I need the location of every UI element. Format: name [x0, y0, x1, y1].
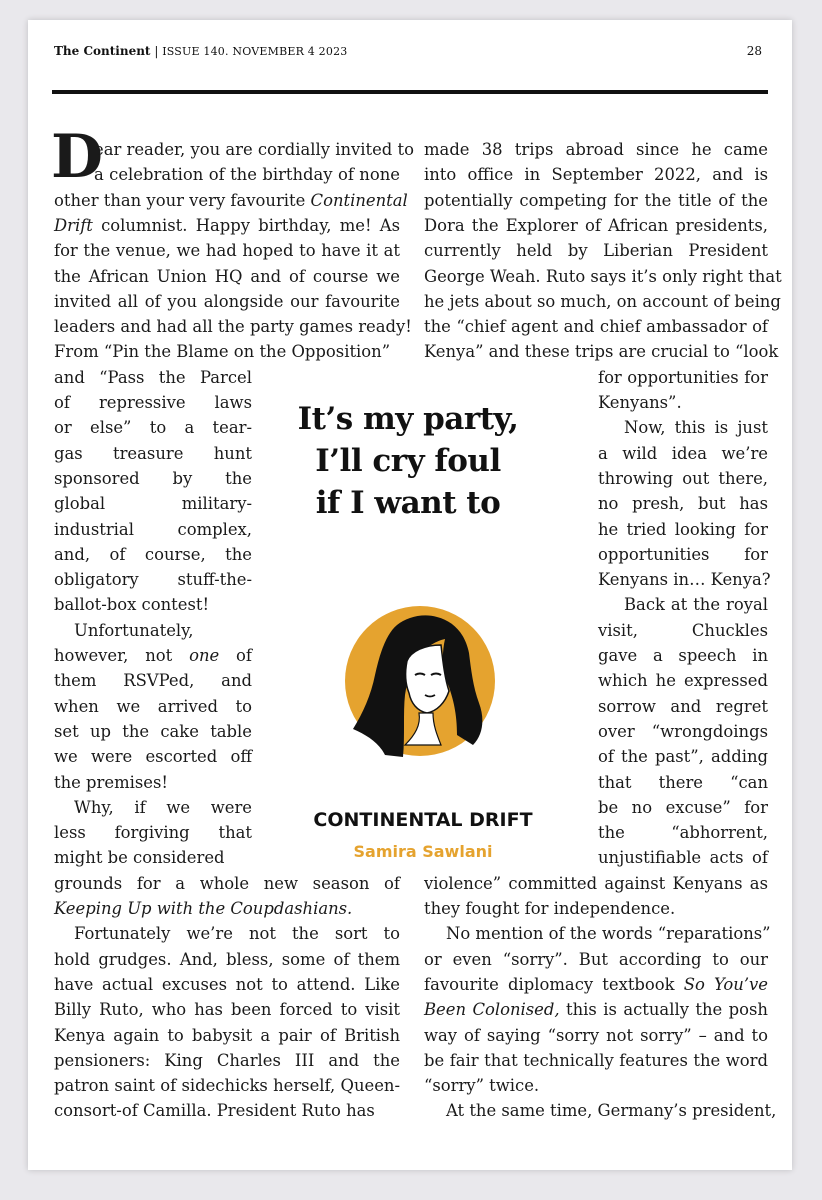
magazine-page	[28, 20, 792, 1170]
text-line-content: that there “can	[598, 772, 768, 792]
text-line-content: sorrow and regret	[598, 696, 768, 716]
headline-line: if I want to	[315, 485, 501, 521]
text-line-content: “sorry” twice.	[424, 1076, 540, 1096]
header-rule	[52, 90, 768, 94]
text-line-content: obligatory stuff-the-	[54, 570, 252, 590]
text-line-content: leaders and had all the party games ready!	[54, 317, 412, 337]
text-line-content: Why, if we were	[74, 797, 252, 817]
text-line-content: over “wrongdoings	[598, 721, 768, 741]
text-line	[424, 188, 768, 214]
text-line	[54, 845, 252, 871]
text-line-content: or even “sorry”. But according to our	[424, 949, 768, 969]
text-line	[54, 592, 252, 618]
text-line	[54, 365, 252, 391]
text-line	[424, 137, 768, 163]
text-line	[74, 618, 252, 644]
text-line-content: other than your very favourite Continental	[54, 190, 408, 210]
text-line-content: for the venue, we had hoped to have it at	[54, 241, 400, 261]
text-line-content: the African Union HQ and of course we	[54, 266, 400, 286]
text-line-content: however, not one of	[54, 646, 252, 665]
text-line-content: gas treasure hunt	[54, 443, 252, 463]
header-separator: |	[154, 44, 159, 58]
text-line	[54, 668, 252, 694]
text-line	[54, 770, 252, 796]
text-line	[94, 137, 414, 163]
text-line-content: a wild idea we’re	[598, 443, 768, 463]
text-line-content: hold grudges. And, bless, some of them	[54, 949, 400, 969]
text-line-content: From “Pin the Blame on the Opposition”	[54, 342, 391, 362]
text-line	[424, 1048, 768, 1074]
headline-line: I’ll cry foul	[315, 443, 501, 479]
text-line	[424, 1073, 768, 1099]
text-line	[54, 466, 252, 492]
text-line-content: Keeping Up with the Coupdashians.	[54, 899, 353, 918]
text-line-content: he tried looking for	[598, 519, 768, 539]
text-line-content: George Weah. Ruto says it’s only right that	[424, 266, 782, 286]
text-line	[54, 820, 252, 846]
text-line	[424, 238, 768, 264]
text-line	[54, 542, 252, 568]
text-line-content: Unfortunately,	[74, 620, 194, 640]
text-line-content: industrial complex,	[54, 519, 252, 539]
text-line	[54, 947, 400, 973]
text-line-content: be fair that technically features the word	[424, 1050, 768, 1070]
text-line-content: no presh, but has	[598, 494, 768, 514]
text-line	[598, 542, 768, 568]
text-line	[424, 314, 768, 340]
text-line	[54, 213, 400, 239]
text-line	[54, 491, 252, 517]
text-line-content: Been Colonised, this is actually the posh	[424, 1000, 768, 1020]
text-line-content: might be considered	[54, 848, 225, 868]
text-line	[54, 643, 252, 669]
text-line	[446, 1098, 777, 1124]
text-line-content: pensioners: King Charles III and the	[54, 1050, 400, 1070]
text-line-content: favourite diplomacy textbook So You’ve	[424, 974, 768, 994]
text-line	[54, 264, 400, 290]
text-line-content: of repressive laws	[54, 393, 252, 412]
text-line-content: which he expressed	[598, 671, 768, 691]
text-line-content: Billy Ruto, who has been forced to visit	[54, 1000, 400, 1020]
text-line-content: throwing out there,	[598, 468, 768, 488]
text-line	[54, 1073, 400, 1099]
text-line	[598, 643, 768, 669]
text-line	[54, 289, 400, 315]
text-line	[54, 694, 252, 720]
text-line-content: opportunities for	[598, 544, 768, 564]
text-line	[598, 795, 768, 821]
text-line	[424, 264, 782, 290]
text-line	[54, 390, 252, 416]
author-name: Samira Sawlani	[353, 842, 493, 861]
text-line	[598, 466, 768, 492]
text-line-content: the premises!	[54, 772, 168, 792]
text-line-content: No mention of the words “reparations”	[446, 924, 771, 944]
text-line-content: or else” to a tear-	[54, 418, 252, 438]
text-line	[424, 896, 768, 922]
text-line	[598, 668, 768, 694]
text-line	[424, 871, 768, 897]
text-line-content: when we arrived to	[54, 696, 252, 716]
drop-cap: D	[51, 122, 104, 192]
text-line	[54, 719, 252, 745]
text-line-content: Drift columnist. Happy birthday, me! As	[54, 215, 400, 235]
text-line	[54, 972, 400, 998]
article-headline	[276, 398, 540, 524]
text-line-content: Kenyans”.	[598, 393, 682, 412]
text-line	[54, 339, 400, 365]
text-line	[598, 770, 768, 796]
text-line-content: less forgiving that	[54, 823, 252, 843]
text-line-content: into office in September 2022, and is	[424, 165, 768, 185]
text-line	[446, 921, 771, 947]
text-line	[424, 972, 768, 998]
text-line-content: the “chief agent and chief ambassador of	[424, 317, 768, 337]
text-line-content: Kenyans in… Kenya?	[598, 570, 771, 590]
text-line	[598, 618, 768, 644]
text-line-content: Now, this is just	[624, 418, 768, 438]
text-line	[424, 213, 768, 239]
text-line	[54, 188, 408, 214]
text-line	[54, 997, 400, 1023]
text-line-content: he jets about so much, on account of being	[424, 291, 781, 311]
text-line	[598, 820, 768, 846]
text-line-content: gave a speech in	[598, 646, 768, 665]
text-line-content: Kenya” and these trips are crucial to “look	[424, 342, 779, 362]
text-line	[54, 567, 252, 593]
text-line-content: At the same time, Germany’s president,	[446, 1101, 777, 1121]
text-line	[598, 441, 768, 467]
text-line-content: violence” committed against Kenyans as	[424, 873, 768, 893]
text-line-content: them RSVPed, and	[54, 671, 252, 691]
page-header	[54, 44, 766, 66]
text-line	[424, 1023, 768, 1049]
headline-line: It’s my party,	[297, 401, 519, 437]
text-line-content: ear reader, you are cordially invited to	[94, 140, 414, 159]
text-line-content: have actual excuses not to attend. Like	[54, 974, 400, 994]
text-line-content: of the past”, adding	[598, 747, 768, 767]
text-line-content: made 38 trips abroad since he came	[424, 140, 768, 159]
text-line	[598, 744, 768, 770]
text-line	[54, 415, 252, 441]
text-line-content: ballot-box contest!	[54, 595, 210, 615]
author-portrait-illustration	[345, 595, 495, 775]
text-line-content: visit, Chuckles	[598, 620, 768, 640]
text-line-content: unjustifiable acts of	[598, 848, 768, 868]
page-number: 28	[746, 44, 762, 58]
text-line-content: set up the cake table	[54, 721, 252, 741]
text-line	[54, 1048, 400, 1074]
text-line	[74, 795, 252, 821]
text-line-content: sponsored by the	[54, 468, 252, 488]
text-line	[74, 921, 400, 947]
text-line-content: be no excuse” for	[598, 797, 768, 817]
text-line	[54, 314, 412, 340]
text-line-content: and, of course, the	[54, 544, 252, 564]
text-line-content: patron saint of sidechicks herself, Queen-	[54, 1076, 400, 1096]
text-line	[54, 1098, 400, 1124]
issue-info: ISSUE 140. NOVEMBER 4 2023	[162, 45, 348, 58]
text-line-content: Kenya again to babysit a pair of British	[54, 1025, 400, 1045]
text-line-content: Fortunately we’re not the sort to	[74, 924, 400, 944]
text-line-content: we were escorted off	[54, 747, 252, 767]
text-line	[598, 517, 768, 543]
text-line	[624, 592, 768, 618]
text-line	[598, 567, 771, 593]
text-line-content: way of saying “sorry not sorry” – and to	[424, 1025, 768, 1045]
text-line	[54, 517, 252, 543]
text-line-content: and “Pass the Parcel	[54, 367, 252, 387]
text-line	[54, 1023, 400, 1049]
text-line	[598, 845, 768, 871]
text-line	[598, 719, 768, 745]
text-line-content: consort-of Camilla. President Ruto has	[54, 1101, 375, 1121]
text-line-content: currently held by Liberian President	[424, 241, 768, 261]
text-line	[94, 162, 400, 188]
text-line	[54, 744, 252, 770]
publication-name: The Continent	[54, 44, 151, 58]
column-name: CONTINENTAL DRIFT	[313, 809, 533, 831]
text-line-content: global military-	[54, 494, 252, 514]
text-line	[424, 997, 768, 1023]
text-line-content: for opportunities for	[598, 367, 768, 387]
text-line	[424, 947, 768, 973]
text-line-content: potentially competing for the title of the	[424, 190, 768, 210]
text-line	[54, 896, 400, 922]
text-line-content: they fought for independence.	[424, 899, 676, 918]
text-line-content: a celebration of the birthday of none	[94, 165, 400, 185]
text-line-content: Dora the Explorer of African presidents,	[424, 215, 768, 235]
text-line-content: invited all of you alongside our favourite	[54, 291, 400, 311]
text-line	[54, 441, 252, 467]
text-line	[424, 162, 768, 188]
text-line-content: Back at the royal	[624, 595, 768, 615]
text-line	[54, 871, 400, 897]
text-line	[598, 694, 768, 720]
text-line	[424, 289, 781, 315]
text-line	[598, 491, 768, 517]
text-line	[598, 365, 768, 391]
text-line	[624, 415, 768, 441]
text-line-content: grounds for a whole new season of	[54, 873, 400, 893]
text-line	[54, 238, 400, 264]
text-line	[424, 339, 779, 365]
text-line	[598, 390, 768, 416]
face-shape	[406, 645, 449, 713]
text-line-content: the “abhorrent,	[598, 823, 768, 843]
